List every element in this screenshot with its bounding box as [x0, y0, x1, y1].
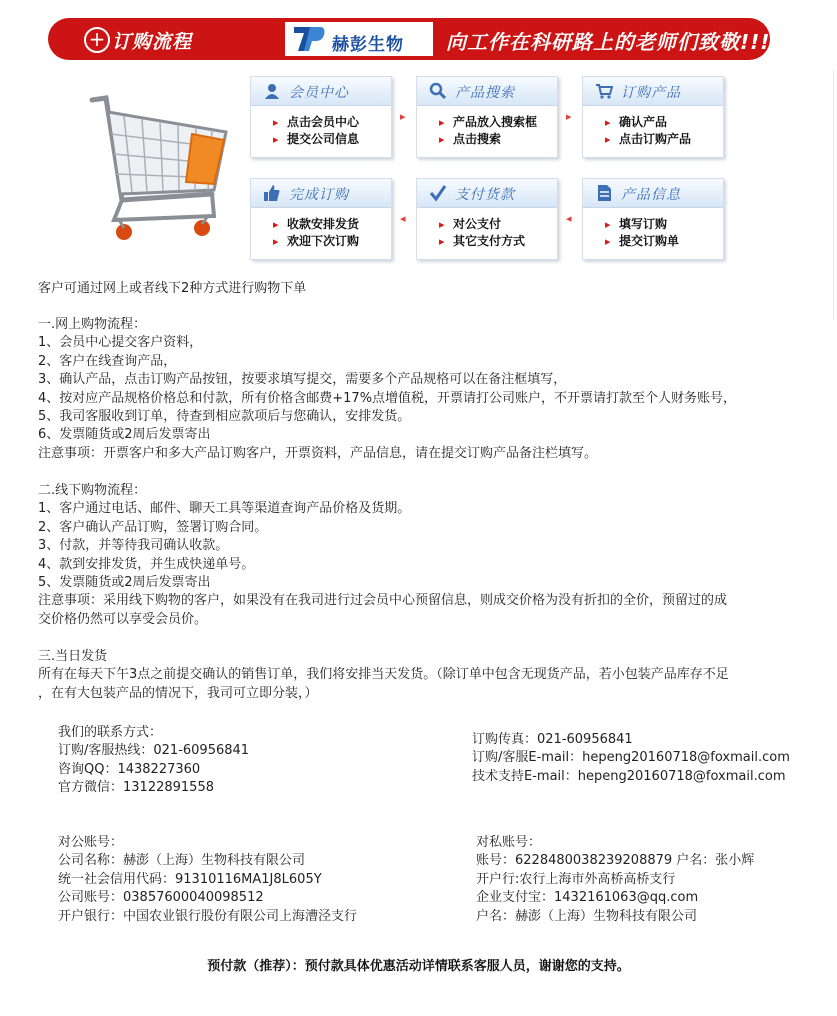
panel-item: ▸ 点击搜索 [417, 131, 557, 148]
thumbs-up-icon [263, 184, 281, 202]
cart-icon [595, 82, 613, 100]
step-complete-order [250, 178, 392, 260]
private-account-line: 开户行:农行上海市外高桥高桥支行 [476, 871, 676, 887]
panel-item: ▸ 收款安排发货 [251, 216, 391, 233]
private-account-line: 户名：赫澎（上海）生物科技有限公司 [476, 908, 698, 924]
contact-line: 咨询QQ：1438227360 [58, 761, 201, 777]
banner-title: 订购流程 [112, 31, 193, 53]
offline-note: 交价格仍然可以享受会员价。 [38, 611, 208, 627]
panel-title: 会员中心 [289, 85, 349, 101]
panel-title: 产品信息 [621, 187, 681, 203]
intro-text: 客户可通过网上或者线下2种方式进行购物下单 [38, 281, 307, 296]
contact-line: 官方微信：13122891558 [58, 780, 214, 796]
public-account-line: 开户银行：中国农业银行股份有限公司上海漕泾支行 [58, 908, 358, 924]
sameday-heading: 三.当日发货 [38, 649, 108, 664]
offline-note: 注意事项：采用线下购物的客户，如果没有在我司进行过会员中心预留信息，则成交价格为没有折扣的全价，预留过的成 [38, 593, 728, 609]
panel-title: 产品搜索 [455, 85, 515, 101]
offline-step: 1、客户通过电话、邮件、聊天工具等渠道查询产品价格及货期。 [38, 501, 411, 517]
shopping-cart-image [84, 90, 234, 245]
offline-heading: 二.线下购物流程： [38, 483, 147, 498]
sameday-text: ，在有大包装产品的情况下，我司可立即分装，） [38, 685, 318, 701]
private-account-line: 企业支付宝：1432161063@qq.com [476, 890, 699, 906]
arrow-right-icon: ▸ [566, 110, 572, 123]
contact-line: 技术支持E-mail：hepeng20160718@foxmail.com [472, 768, 786, 784]
contact-heading: 我们的联系方式： [58, 725, 163, 740]
arrow-left-icon: ◂ [400, 212, 406, 225]
online-step: 5、我司客服收到订单，待查到相应款项后与您确认，安排发货。 [38, 409, 411, 424]
user-icon [263, 82, 281, 100]
panel-item: ▸ 欢迎下次订购 [251, 233, 391, 250]
online-step: 3、确认产品，点击订购产品按钮，按要求填写提交，需要多个产品规格可以在备注框填写， [38, 372, 567, 388]
panel-title: 支付货款 [455, 187, 515, 203]
panel-item: ▸ 填写订购 [583, 216, 723, 233]
online-note: 注意事项：开票客户和多大产品订购客户，开票资料，产品信息，请在提交订购产品备注栏填写。 [38, 445, 598, 461]
public-account-line: 公司账号：03857600040098512 [58, 890, 264, 906]
divider [833, 70, 834, 320]
step-product-search [416, 76, 558, 158]
online-step: 6、发票随货或2周后发票寄出 [38, 427, 211, 443]
offline-step: 4、款到安排发货，并生成快递单号。 [38, 556, 255, 572]
arrow-right-icon: ▸ [400, 110, 406, 123]
arrow-left-icon: ◂ [566, 212, 572, 225]
online-step: 1、会员中心提交客户资料， [38, 335, 203, 351]
search-icon [429, 82, 447, 100]
contact-line: 订购/客服热线：021-60956841 [58, 743, 250, 759]
sameday-text: 所有在每天下午3点之前提交确认的销售订单，我们将安排当天发货。（除订单中包含无现货产品，若小包装产品库存不足 [38, 667, 729, 683]
offline-step: 2、客户确认产品订购，签署订购合同。 [38, 519, 268, 535]
panel-item: ▸ 产品放入搜索框 [417, 114, 557, 131]
plus-circle-icon: + [84, 27, 110, 53]
panel-item: ▸ 确认产品 [583, 114, 723, 131]
online-step: 2、客户在线查询产品， [38, 353, 177, 369]
public-account-heading: 对公账号： [58, 835, 124, 850]
step-order-product [582, 76, 724, 158]
logo-text: 赫彭生物 [332, 35, 404, 55]
step-payment [416, 178, 558, 260]
offline-step: 3、付款，并等待我司确认收款。 [38, 538, 229, 554]
panel-item: ▸ 其它支付方式 [417, 233, 557, 250]
checkmark-icon [429, 184, 447, 202]
step-product-info [582, 178, 724, 260]
contact-line: 订购传真：021-60956841 [472, 732, 633, 747]
panel-title: 完成订购 [289, 187, 349, 203]
private-account-heading: 对私账号： [476, 835, 542, 850]
public-account-line: 统一社会信用代码：91310116MA1J8L605Y [58, 871, 322, 887]
panel-item: ▸ 对公支付 [417, 216, 557, 233]
online-step: 4、按对应产品规格价格总和付款，所有价格含邮费+17%点增值税，开票请打公司账户，不开票请打款至个人财务账号， [38, 390, 737, 406]
panel-title: 订购产品 [621, 85, 681, 101]
contact-line: 订购/客服E-mail：hepeng20160718@foxmail.com [472, 750, 790, 766]
offline-step: 5、发票随货或2周后发票寄出 [38, 575, 211, 590]
panel-item: ▸ 提交订购单 [583, 233, 723, 250]
prepayment-note: 预付款（推荐）：预付款具体优惠活动详情联系客服人员，谢谢您的支持。 [207, 959, 630, 974]
panel-item: ▸ 提交公司信息 [251, 131, 391, 148]
panel-item: ▸ 点击会员中心 [251, 114, 391, 131]
banner-slogan: 向工作在科研路上的老师们致敬!!! [446, 30, 771, 54]
step-member-center [250, 76, 392, 158]
public-account-line: 公司名称：赫澎（上海）生物科技有限公司 [58, 853, 306, 869]
logo-mark-icon [292, 23, 326, 55]
private-account-line: 账号：6228480038239208879 户名：张小辉 [476, 853, 755, 869]
document-icon [595, 184, 613, 202]
panel-item: ▸ 点击订购产品 [583, 131, 723, 148]
online-heading: 一.网上购物流程： [38, 317, 147, 332]
